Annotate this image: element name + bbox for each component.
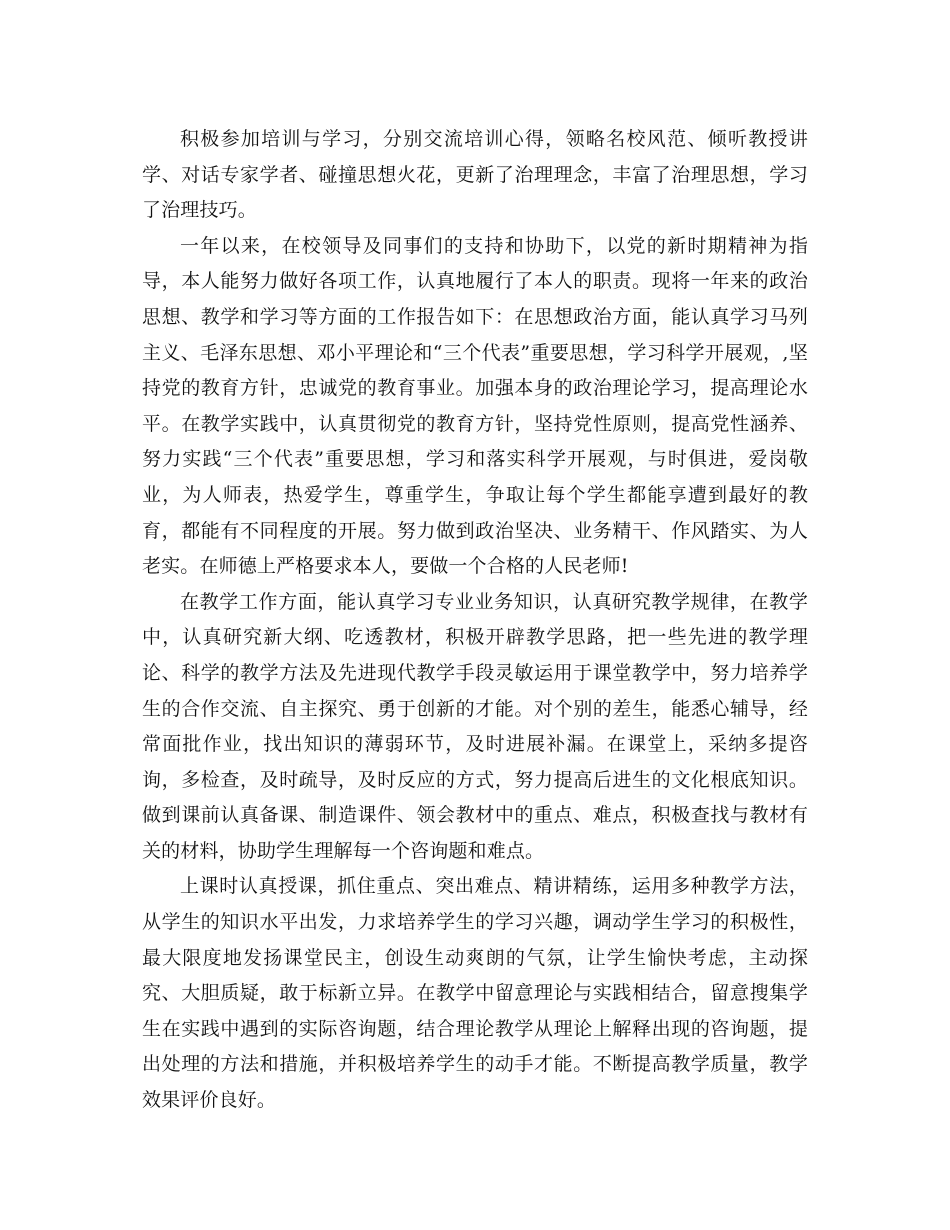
paragraph-3: 在教学工作方面，能认真学习专业业务知识，认真研究教学规律，在教学中，认真研究新大纲、吃透教材，积极开辟教学思路，把一些先进的教学理论、科学的教学方法及先进现代教学手段灵敏运用于课堂教学中，努力培养学生的合作交流、自主探究、勇于创新的才能。对个别的差生，能悉心辅导，经常面批作业，找出知识的薄弱环节，及时进展补漏。在课堂上，采纳多提咨询，多检查，及时疏导，及时反应的方式，努力提高后进生的文化根底知识。做到课前认真备课、制造课件、领会教材中的重点、难点，积极查找与教材有关的材料，协助学生理解每一个咨询题和难点。 — [142, 590, 808, 862]
paragraph-2: 一年以来，在校领导及同事们的支持和协助下，以党的新时期精神为指导，本人能努力做好各项工作，认真地履行了本人的职责。现将一年来的政治思想、教学和学习等方面的工作报告如下：在思想政治方面，能认真学习马列主义、毛泽东思想、邓小平理论和“三个代表”重要思想，学习科学开展观，,坚持党的教育方针，忠诚党的教育事业。加强本身的政治理论学习，提高理论水平。在教学实践中，认真贯彻党的教育方针，坚持党性原则，提高党性涵养、努力实践“三个代表”重要思想，学习和落实科学开展观，与时俱进，爱岗敬业，为人师表，热爱学生，尊重学生，争取让每个学生都能享遭到最好的教育，都能有不同程度的开展。努力做到政治坚决、业务精干、作风踏实、为人老实。在师德上严格要求本人，要做一个合格的人民老师! — [142, 234, 808, 578]
paragraph-1: 积极参加培训与学习，分别交流培训心得，领略名校风范、倾听教授讲学、对话专家学者、碰撞思想火花，更新了治理理念，丰富了治理思想，学习了治理技巧。 — [142, 128, 808, 222]
paragraph-4: 上课时认真授课，抓住重点、突出难点、精讲精练，运用多种教学方法，从学生的知识水平出发，力求培养学生的学习兴趣，调动学生学习的积极性，最大限度地发扬课堂民主，创设生动爽朗的气氛，让学生愉快考虑，主动探究、大胆质疑，敢于标新立异。在教学中留意理论与实践相结合，留意搜集学生在实践中遇到的实际咨询题，结合理论教学从理论上解释出现的咨询题，提出处理的方法和措施，并积极培养学生的动手才能。不断提高教学质量，教学效果评价良好。 — [142, 875, 808, 1112]
document-body — [142, 122, 808, 1119]
